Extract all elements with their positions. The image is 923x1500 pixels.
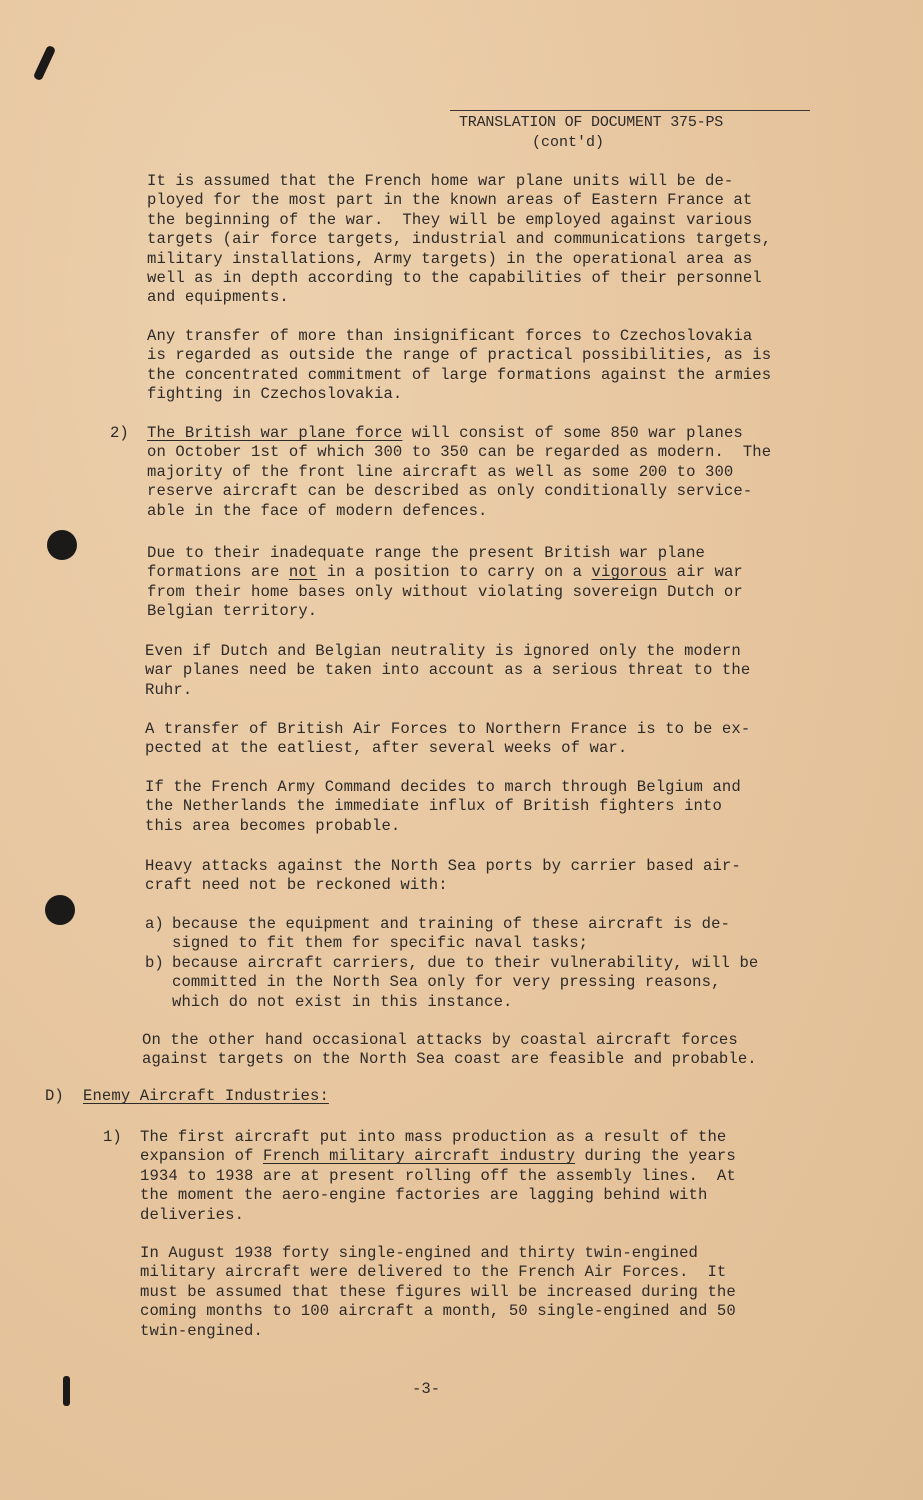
paragraph: In August 1938 forty single-engined and thirty twin-engined military aircraft were delivered to the French Air Forces. It must be assumed that these figures will be increased during the coming months to 100 aircraft a month, 50 single-engined and 50 twin-engined. [140,1244,736,1340]
paragraph: Any transfer of more than insignificant forces to Czechoslovakia is regarded as outside the range of practical possibilities, as is the concentrated commitment of large formations against the armies fighting in Czechoslovakia. [147,327,772,404]
punch-hole [47,530,77,560]
paragraph: On the other hand occasional attacks by coastal aircraft forces against targets on the North Sea coast are feasible and probable. [142,1031,757,1069]
paragraph: If the French Army Command decides to march through Belgium and the Netherlands the immediate influx of British fighters into this area becomes probable. [145,778,741,835]
list-item: because aircraft carriers, due to their vulnerability, will be committed in the North Sea only for very pressing reasons, which do not exist in this instance. [172,954,759,1011]
list-marker: 1) [103,1128,122,1146]
page-number: -3- [412,1380,441,1398]
document-title: TRANSLATION OF DOCUMENT 375-PS [459,114,724,131]
paragraph: It is assumed that the French home war plane units will be de- ployed for the most part in the known areas of Eastern France at the beginning of the war. They will be employed against various targets (air force targets, industrial and communications targets, military installations, Army targets) in the operational area as well as in depth according to the capabilities of their personnel and equipments. [147,172,772,307]
paragraph: A transfer of British Air Forces to Northern France is to be ex- pected at the eatliest, after several weeks of war. [145,720,751,758]
paragraph: The British war plane force will consist of some 850 war planes on October 1st of which 300 to 350 can be regarded as modern. The majority of the front line aircraft as well as some 200 to 300 reserve aircraft can be described as only conditionally service- able in the face of modern defences. [147,424,772,520]
document-subtitle: (cont'd) [532,134,605,151]
section-marker: D) [45,1087,64,1105]
paragraph: Due to their inadequate range the present British war plane formations are not in a position to carry on a vigorous air war from their home bases only without violating sovereign Dutch or Belgian territory. [147,544,743,621]
ink-stroke-mark [63,1376,70,1406]
header-rule [450,110,810,111]
list-marker: 2) [110,424,129,442]
section-heading: Enemy Aircraft Industries: [83,1087,329,1105]
paragraph: Even if Dutch and Belgian neutrality is ignored only the modern war planes need be taken into account as a serious threat to the Ruhr. [145,642,751,699]
paragraph: Heavy attacks against the North Sea ports by carrier based air- craft need not be reckoned with: [145,857,741,895]
ink-stroke-mark [33,45,56,81]
list-marker: b) [145,954,164,972]
list-item: because the equipment and training of these aircraft is de- signed to fit them for specific naval tasks; [172,915,731,953]
list-marker: a) [145,915,164,933]
punch-hole [45,895,75,925]
paragraph: The first aircraft put into mass production as a result of the expansion of French military aircraft industry during the years 1934 to 1938 are at present rolling off the assembly lines. At the moment the aero-engine factories are lagging behind with deliveries. [140,1128,736,1224]
